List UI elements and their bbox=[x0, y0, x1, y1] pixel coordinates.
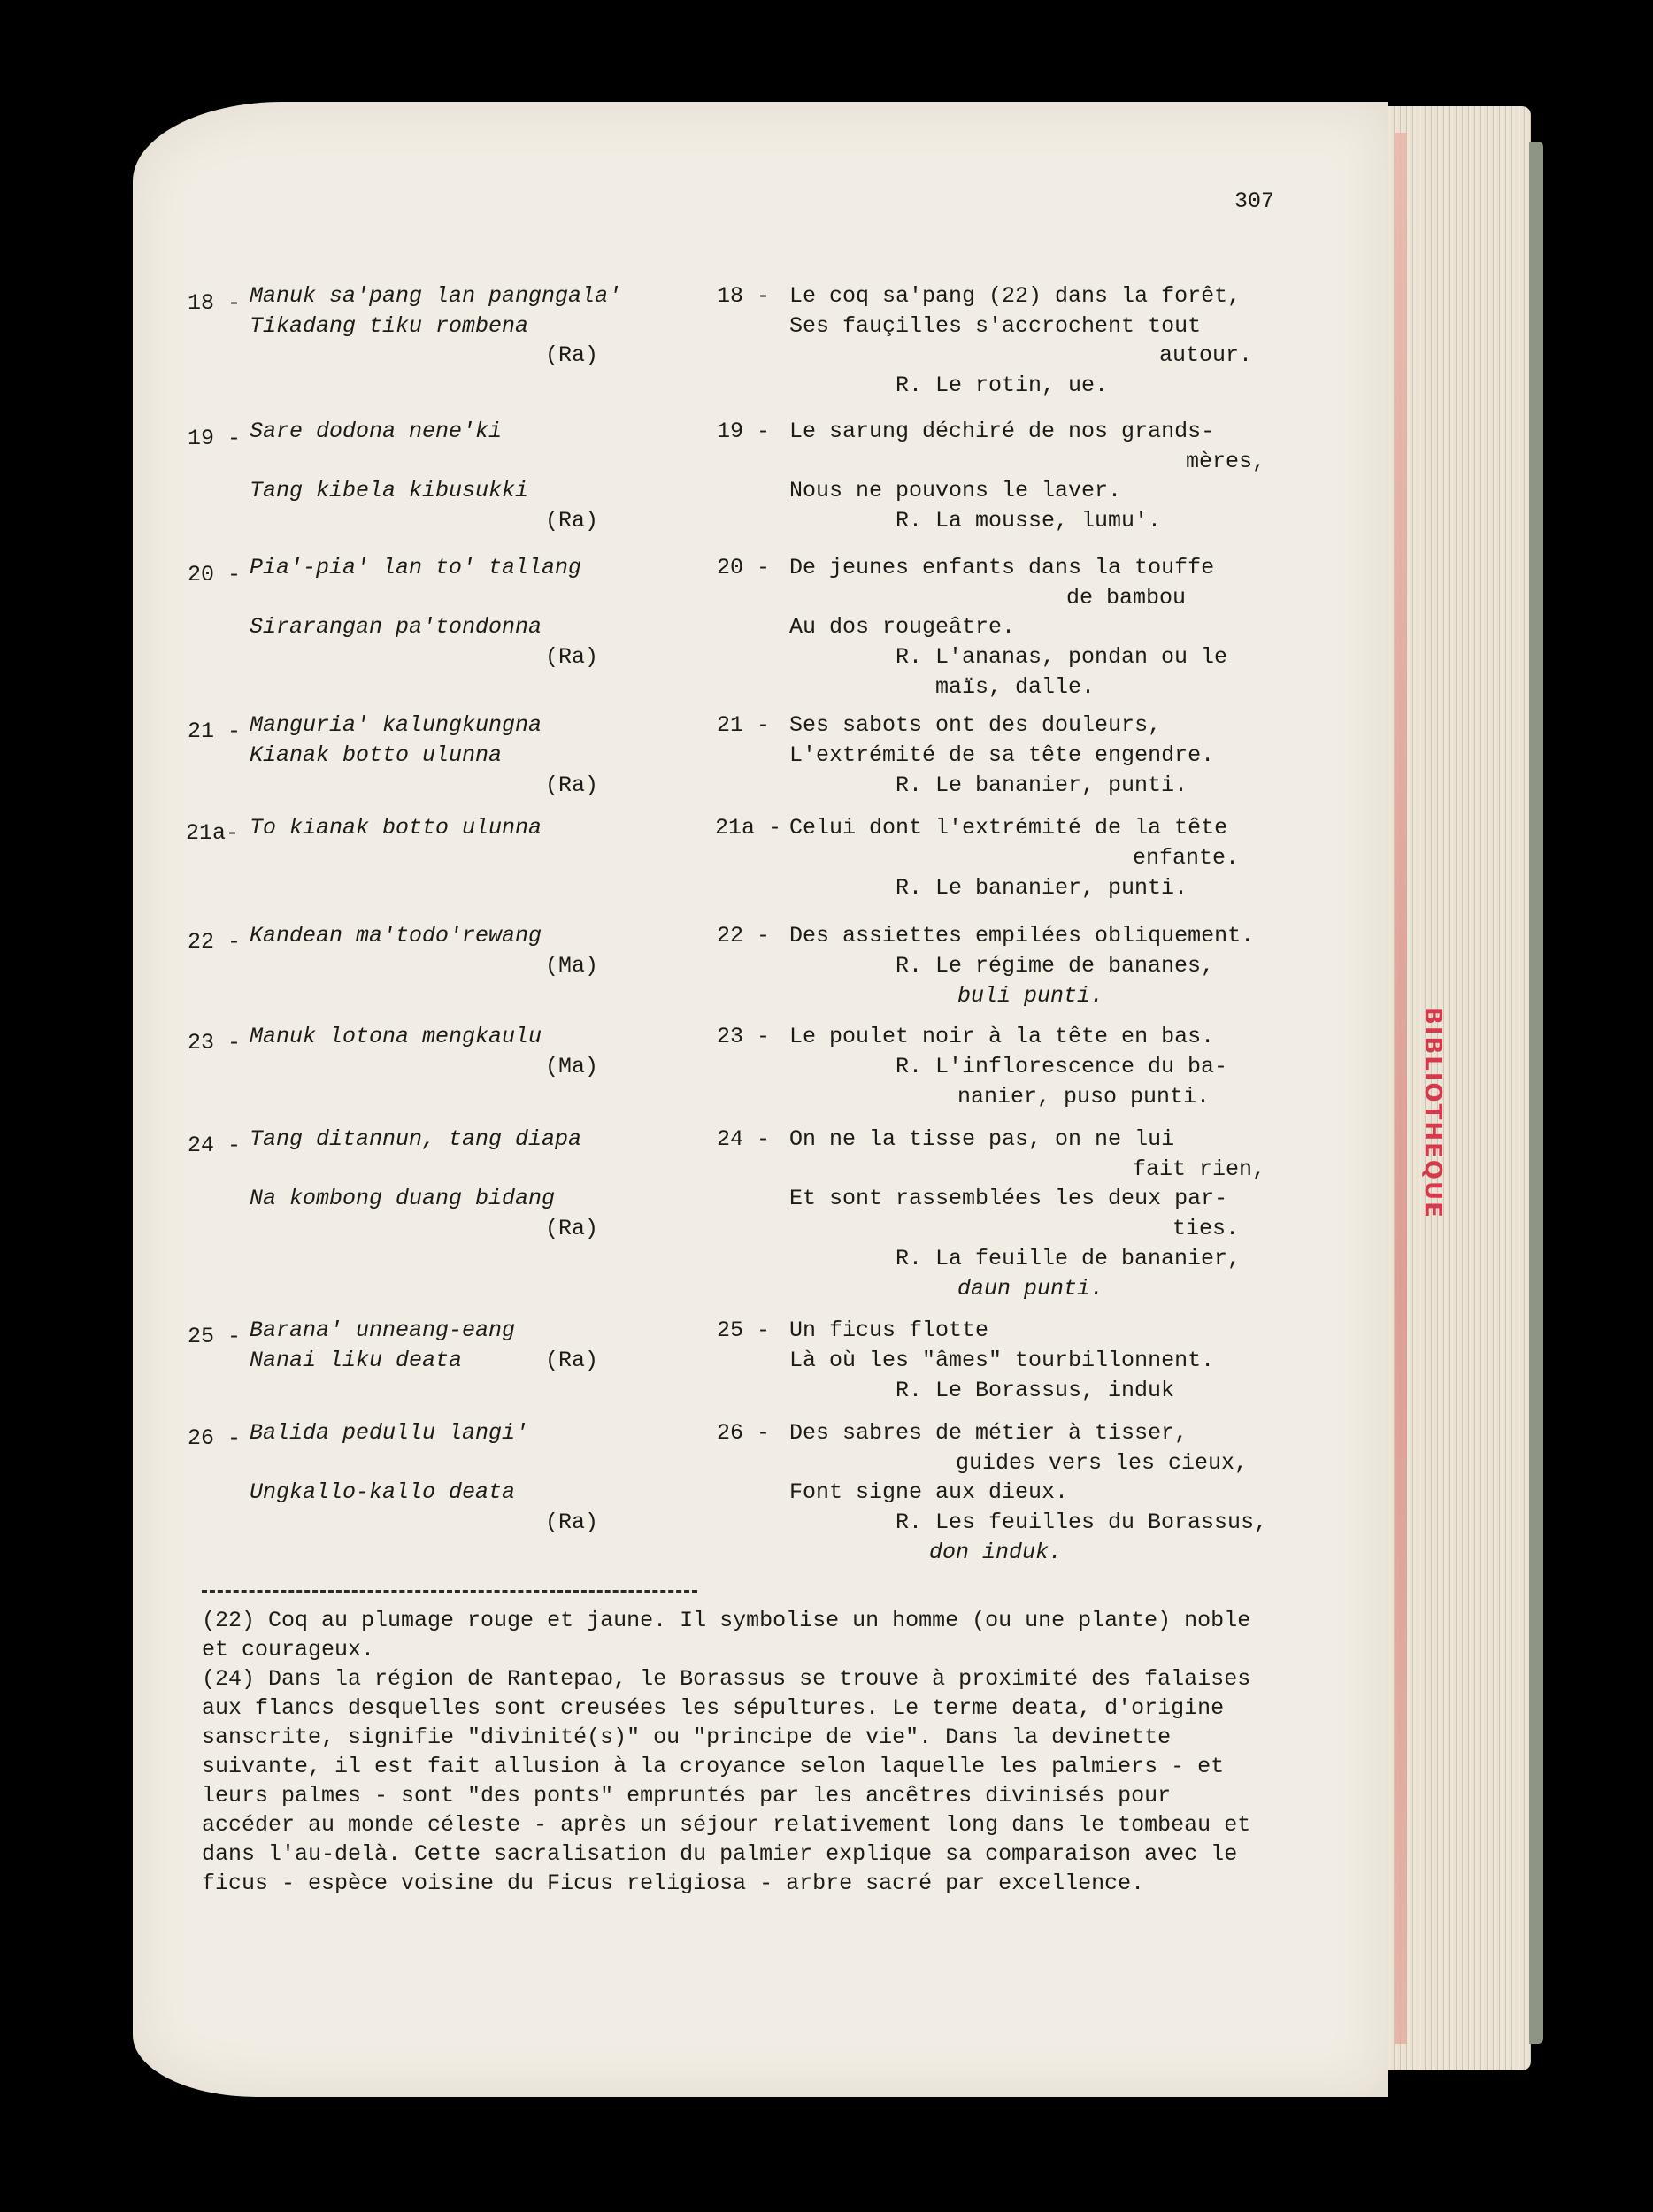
translation-number: 23 - bbox=[717, 1024, 771, 1049]
riddle-number: 21a- bbox=[186, 820, 240, 846]
footnote-22: (22) Coq au plumage rouge et jaune. Il symbolise un homme (ou une plante) noble et courageux. bbox=[202, 1608, 1251, 1663]
riddle-number: 26 - bbox=[188, 1425, 242, 1451]
answer-line: R. Le bananier, punti. bbox=[896, 875, 1188, 901]
answer-line: daun punti. bbox=[957, 1276, 1104, 1302]
riddle-source: (Ma) bbox=[545, 953, 599, 979]
translation-number: 18 - bbox=[717, 283, 771, 309]
riddle-line: Tang kibela kibusukki bbox=[250, 478, 529, 503]
riddle-line: Kianak botto ulunna bbox=[250, 742, 503, 768]
riddle-number: 24 - bbox=[188, 1133, 242, 1158]
riddle-source: (Ma) bbox=[545, 1054, 599, 1079]
translation-line: Au dos rougeâtre. bbox=[789, 614, 1016, 640]
colored-edge bbox=[1395, 133, 1407, 2044]
answer-line: maïs, dalle. bbox=[935, 674, 1096, 700]
translation-line: Et sont rassemblées les deux par- bbox=[789, 1186, 1228, 1211]
answer-line: R. L'inflorescence du ba- bbox=[896, 1054, 1228, 1079]
riddle-line: To kianak botto ulunna bbox=[250, 815, 542, 841]
library-stamp: BIBLIOTHEQUE bbox=[1419, 1007, 1446, 1219]
answer-line: R. Le Borassus, induk bbox=[896, 1378, 1175, 1403]
translation-line: L'extrémité de sa tête engendre. bbox=[789, 742, 1215, 768]
riddle-line: Nanai liku deata bbox=[250, 1348, 463, 1373]
translation-line: Le poulet noir à la tête en bas. bbox=[789, 1024, 1215, 1049]
answer-line: R. Le régime de bananes, bbox=[896, 953, 1215, 979]
translation-line: fait rien, bbox=[1133, 1156, 1266, 1182]
riddle-line: Tikadang tiku rombena bbox=[250, 313, 529, 339]
translation-line: guides vers les cieux, bbox=[956, 1450, 1249, 1476]
answer-line: don induk. bbox=[929, 1540, 1063, 1565]
translation-number: 19 - bbox=[717, 419, 771, 444]
translation-line: Le coq sa'pang (22) dans la forêt, bbox=[789, 283, 1242, 309]
riddle-source: (Ra) bbox=[545, 1216, 599, 1241]
translation-line: Celui dont l'extrémité de la tête bbox=[789, 815, 1228, 841]
riddle-line: Balida pedullu langi' bbox=[250, 1420, 529, 1446]
translation-number: 24 - bbox=[717, 1126, 771, 1152]
translation-line: Ses fauçilles s'accrochent tout bbox=[789, 313, 1202, 339]
answer-line: R. La feuille de bananier, bbox=[896, 1246, 1242, 1271]
translation-line: Un ficus flotte bbox=[789, 1317, 989, 1343]
riddle-source: (Ra) bbox=[545, 644, 599, 670]
riddle-number: 25 - bbox=[188, 1324, 242, 1349]
riddle-source: (Ra) bbox=[545, 1509, 599, 1535]
translation-line: de bambou bbox=[1066, 585, 1187, 611]
riddle-line: Tang ditannun, tang diapa bbox=[250, 1126, 582, 1152]
riddle-line: Manguria' kalungkungna bbox=[250, 712, 542, 738]
translation-line: ties. bbox=[1172, 1216, 1240, 1241]
riddle-line: Na kombong duang bidang bbox=[250, 1186, 556, 1211]
translation-number: 25 - bbox=[717, 1317, 771, 1343]
riddle-line: Manuk sa'pang lan pangngala' bbox=[250, 283, 622, 309]
translation-line: Des assiettes empilées obliquement. bbox=[789, 923, 1255, 949]
answer-line: nanier, puso punti. bbox=[957, 1084, 1211, 1110]
translation-line: Des sabres de métier à tisser, bbox=[789, 1420, 1188, 1446]
riddle-number: 22 - bbox=[188, 929, 242, 955]
riddle-number: 23 - bbox=[188, 1030, 242, 1056]
translation-number: 22 - bbox=[717, 923, 771, 949]
answer-line: R. Les feuilles du Borassus, bbox=[896, 1509, 1268, 1535]
translation-line: Le sarung déchiré de nos grands- bbox=[789, 419, 1215, 444]
footnotes bbox=[202, 1606, 1272, 1898]
translation-line: Font signe aux dieux. bbox=[789, 1479, 1069, 1505]
page-number: 307 bbox=[1234, 188, 1274, 214]
translation-number: 20 - bbox=[717, 555, 771, 580]
answer-line: R. L'ananas, pondan ou le bbox=[896, 644, 1228, 670]
riddle-line: Ungkallo-kallo deata bbox=[250, 1479, 516, 1505]
translation-number: 21 - bbox=[717, 712, 771, 738]
answer-line: R. Le rotin, ue. bbox=[896, 373, 1109, 398]
riddle-line: Kandean ma'todo'rewang bbox=[250, 923, 542, 949]
riddle-line: Pia'-pia' lan to' tallang bbox=[250, 555, 582, 580]
translation-line: De jeunes enfants dans la touffe bbox=[789, 555, 1215, 580]
riddle-line: Sare dodona nene'ki bbox=[250, 419, 503, 444]
riddle-number: 21 - bbox=[188, 718, 242, 744]
answer-line: R. Le bananier, punti. bbox=[896, 772, 1188, 798]
riddle-source: (Ra) bbox=[545, 772, 599, 798]
riddle-source: (Ra) bbox=[545, 342, 599, 368]
footnote-separator bbox=[202, 1590, 697, 1593]
book-page bbox=[133, 102, 1388, 2097]
riddle-line: Manuk lotona mengkaulu bbox=[250, 1024, 542, 1049]
translation-line: On ne la tisse pas, on ne lui bbox=[789, 1126, 1175, 1152]
translation-line: Là où les "âmes" tourbillonnent. bbox=[789, 1348, 1215, 1373]
translation-line: enfante. bbox=[1133, 845, 1240, 871]
riddle-line: Barana' unneang-eang bbox=[250, 1317, 516, 1343]
answer-line: buli punti. bbox=[957, 983, 1104, 1009]
riddle-number: 18 - bbox=[188, 290, 242, 316]
translation-line: Ses sabots ont des douleurs, bbox=[789, 712, 1162, 738]
riddle-number: 20 - bbox=[188, 562, 242, 588]
translation-line: mères, bbox=[1186, 449, 1266, 474]
translation-line: autour. bbox=[1159, 342, 1253, 368]
answer-line: R. La mousse, lumu'. bbox=[896, 508, 1162, 534]
riddle-line: Sirarangan pa'tondonna bbox=[250, 614, 542, 640]
riddle-number: 19 - bbox=[188, 426, 242, 451]
riddle-source: (Ra) bbox=[545, 508, 599, 534]
translation-number: 21a - bbox=[715, 815, 782, 841]
translation-number: 26 - bbox=[717, 1420, 771, 1446]
translation-line: Nous ne pouvons le laver. bbox=[789, 478, 1122, 503]
riddle-source: (Ra) bbox=[545, 1348, 599, 1373]
footnote-24: (24) Dans la région de Rantepao, le Borassus se trouve à proximité des falaises aux flancs desquelles sont creusées les sépultures. Le terme deata, d'origine sanscrite, signifie "divinité(s)" ou "principe de vie". Dans la devinette suivante, il est fait allusion à la croyance selon laquelle les palmiers - et leurs palmes - sont "des ponts" empruntés par les ancêtres divinisés pour accéder au monde céleste - après un séjour relativement long dans le tombeau et dans l'au-delà. Cette sacralisation du palmier explique sa comparaison avec le ficus - espèce voisine du Ficus religiosa - arbre sacré par excellence. bbox=[202, 1666, 1251, 1896]
